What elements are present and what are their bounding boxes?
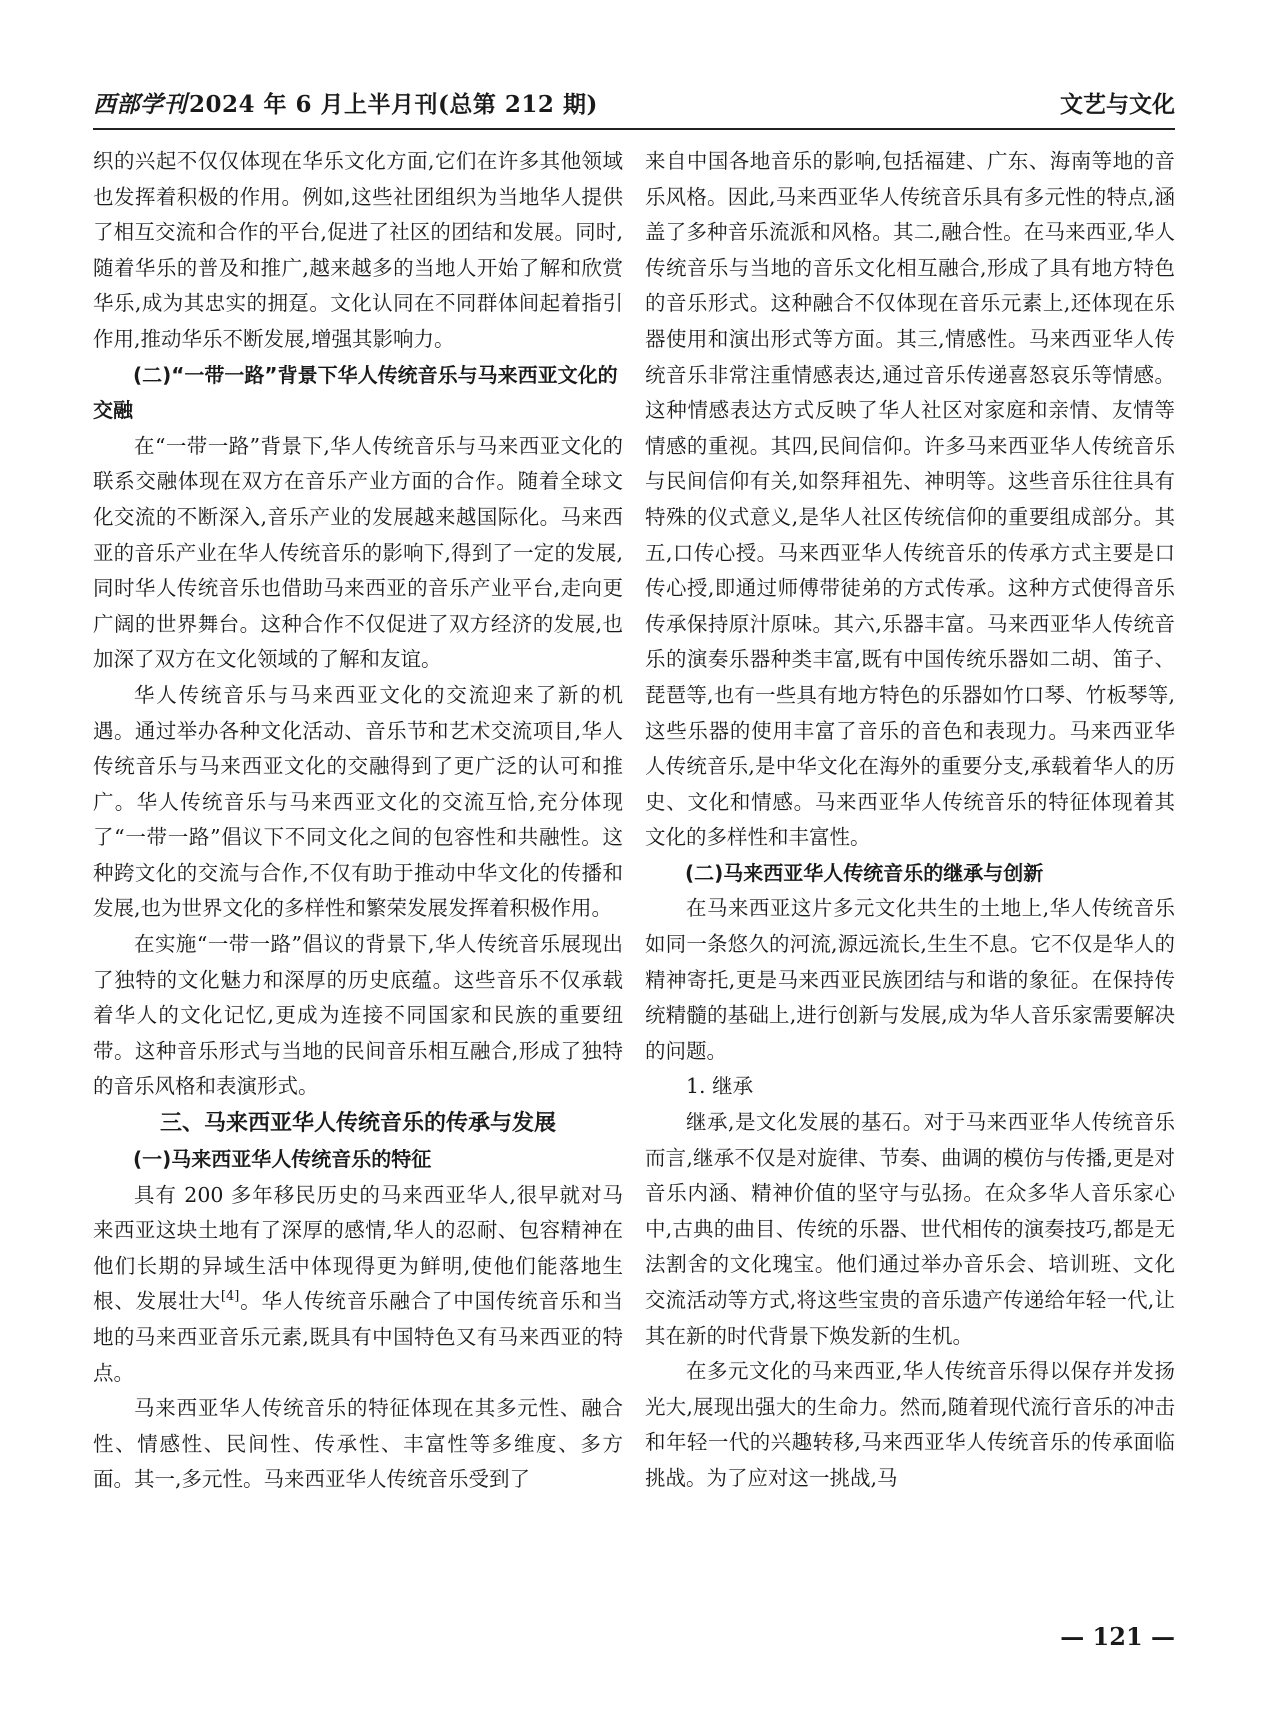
paragraph: 在多元文化的马来西亚,华人传统音乐得以保存并发扬光大,展现出强大的生命力。然而,随着现代流行音乐的冲击和年轻一代的兴趣转移,马来西亚华人传统音乐的传承面临挑战。为了应对这一挑战,马 bbox=[645, 1359, 1175, 1490]
journal-title bbox=[93, 86, 598, 119]
page-header bbox=[93, 80, 1175, 130]
paragraph: 在实施“一带一路”倡议的背景下,华人传统音乐展现出了独特的文化魅力和深厚的历史底蕴。这些音乐不仅承载着华人的文化记忆,更成为连接不同国家和民族的重要纽带。这种音乐形式与当地的民间音乐相互融合,形成了独特的音乐风格和表演形式。 bbox=[93, 932, 623, 1099]
journal-logo: 西部学刊 bbox=[93, 91, 187, 118]
subsection-heading: (二)“一带一路”背景下华人传统音乐与马来西亚文化的交融 bbox=[93, 362, 618, 423]
page-number: — 121 — bbox=[1060, 1622, 1175, 1651]
section-title: 文艺与文化 bbox=[1060, 92, 1175, 118]
subsection-heading: (一)马来西亚华人传统音乐的特征 bbox=[133, 1147, 432, 1172]
paragraph: 在“一带一路”背景下,华人传统音乐与马来西亚文化的联系交融体现在双方在音乐产业方面的合作。随着全球文化交流的不断深入,音乐产业的发展越来越国际化。马来西亚的音乐产业在华人传统音乐的影响下,得到了一定的发展,同时华人传统音乐也借助马来西亚的音乐产业平台,走向更广阔的世界舞台。这种合作不仅促进了双方经济的发展,也加深了双方在文化领域的了解和友谊。 bbox=[93, 433, 623, 672]
paragraph: 华人传统音乐与马来西亚文化的交流迎来了新的机遇。通过举办各种文化活动、音乐节和艺术交流项目,华人传统音乐与马来西亚文化的交融得到了更广泛的认可和推广。华人传统音乐与马来西亚文化的交流互恰,充分体现了“一带一路”倡议下不同文化之间的包容性和共融性。这种跨文化的交流与合作,不仅有助于推动中华文化的传播和发展,也为世界文化的多样性和繁荣发展发挥着积极作用。 bbox=[93, 682, 623, 921]
paragraph: 继承,是文化发展的基石。对于马来西亚华人传统音乐而言,继承不仅是对旋律、节奏、曲调的模仿与传播,更是对音乐内涵、精神价值的坚守与弘扬。在众多华人音乐家心中,古典的曲目、传统的乐器、世代相传的演奏技巧,都是无法割舍的文化瑰宝。他们通过举办音乐会、培训班、文化交流活动等方式,将这些宝贵的音乐遗产传递给年轻一代,让其在新的时代背景下焕发新的生机。 bbox=[645, 1110, 1175, 1348]
left-column bbox=[93, 144, 623, 1498]
right-column bbox=[645, 144, 1175, 1497]
paragraph: 马来西亚华人传统音乐的特征体现在其多元性、融合性、情感性、民间性、传承性、丰富性等多维度、多方面。其一,多元性。马来西亚华人传统音乐受到了 bbox=[93, 1396, 623, 1492]
paragraph: 在马来西亚这片多元文化共生的土地上,华人传统音乐如同一条悠久的河流,源远流长,生生不息。它不仅是华人的精神寄托,更是马来西亚民族团结与和谐的象征。在保持传统精髓的基础上,进行创新与发展,成为华人音乐家需要解决的问题。 bbox=[645, 896, 1175, 1063]
item-heading: 1. 继承 bbox=[686, 1074, 754, 1099]
subsection-heading: (二)马来西亚华人传统音乐的继承与创新 bbox=[685, 860, 1044, 885]
citation-ref: [4] bbox=[220, 1289, 240, 1305]
paragraph: 具有 200 多年移民历史的马来西亚华人,很早就对马来西亚这块土地有了深厚的感情,华人的忍耐、包容精神在他们长期的异域生活中体现得更为鲜明,使他们能落地生根、发展壮大[4]。华人传统音乐融合了中国传统音乐和当地的马来西亚音乐元素,既具有中国特色又有马来西亚的特点。 bbox=[93, 1182, 624, 1385]
paragraph: 织的兴起不仅仅体现在华乐文化方面,它们在许多其他领域也发挥着积极的作用。例如,这些社团组织为当地华人提供了相互交流和合作的平台,促进了社区的团结和发展。同时,随着华乐的普及和推广,越来越多的当地人开始了解和欣赏华乐,成为其忠实的拥趸。文化认同在不同群体间起着指引作用,推动华乐不断发展,增强其影响力。 bbox=[93, 149, 623, 351]
paragraph: 来自中国各地音乐的影响,包括福建、广东、海南等地的音乐风格。因此,马来西亚华人传统音乐具有多元性的特点,涵盖了多种音乐流派和风格。其二,融合性。在马来西亚,华人传统音乐与当地的音乐文化相互融合,形成了具有地方特色的音乐形式。这种融合不仅体现在音乐元素上,还体现在乐器使用和演出形式等方面。其三,情感性。马来西亚华人传统音乐非常注重情感表达,通过音乐传递喜怒哀乐等情感。这种情感表达方式反映了华人社区对家庭和亲情、友情等情感的重视。其四,民间信仰。许多马来西亚华人传统音乐与民间信仰有关,如祭拜祖先、神明等。这些音乐往往具有特殊的仪式意义,是华人社区传统信仰的重要组成部分。其五,口传心授。马来西亚华人传统音乐的传承方式主要是口传心授,即通过师傅带徒弟的方式传承。这种方式使得音乐传承保持原汁原味。其六,乐器丰富。马来西亚华人传统音乐的演奏乐器种类丰富,既有中国传统乐器如二胡、笛子、琵琶等,也有一些具有地方特色的乐器如竹口琴、竹板琴等,这些乐器的使用丰富了音乐的音色和表现力。马来西亚华人传统音乐,是中华文化在海外的重要分支,承载着华人的历史、文化和情感。马来西亚华人传统音乐的特征体现着其文化的多样性和丰富性。 bbox=[645, 149, 1175, 850]
section-heading: 三、马来西亚华人传统音乐的传承与发展 bbox=[159, 1111, 556, 1137]
journal-issue: 2024 年 6 月上半月刊(总第 212 期) bbox=[189, 91, 598, 118]
